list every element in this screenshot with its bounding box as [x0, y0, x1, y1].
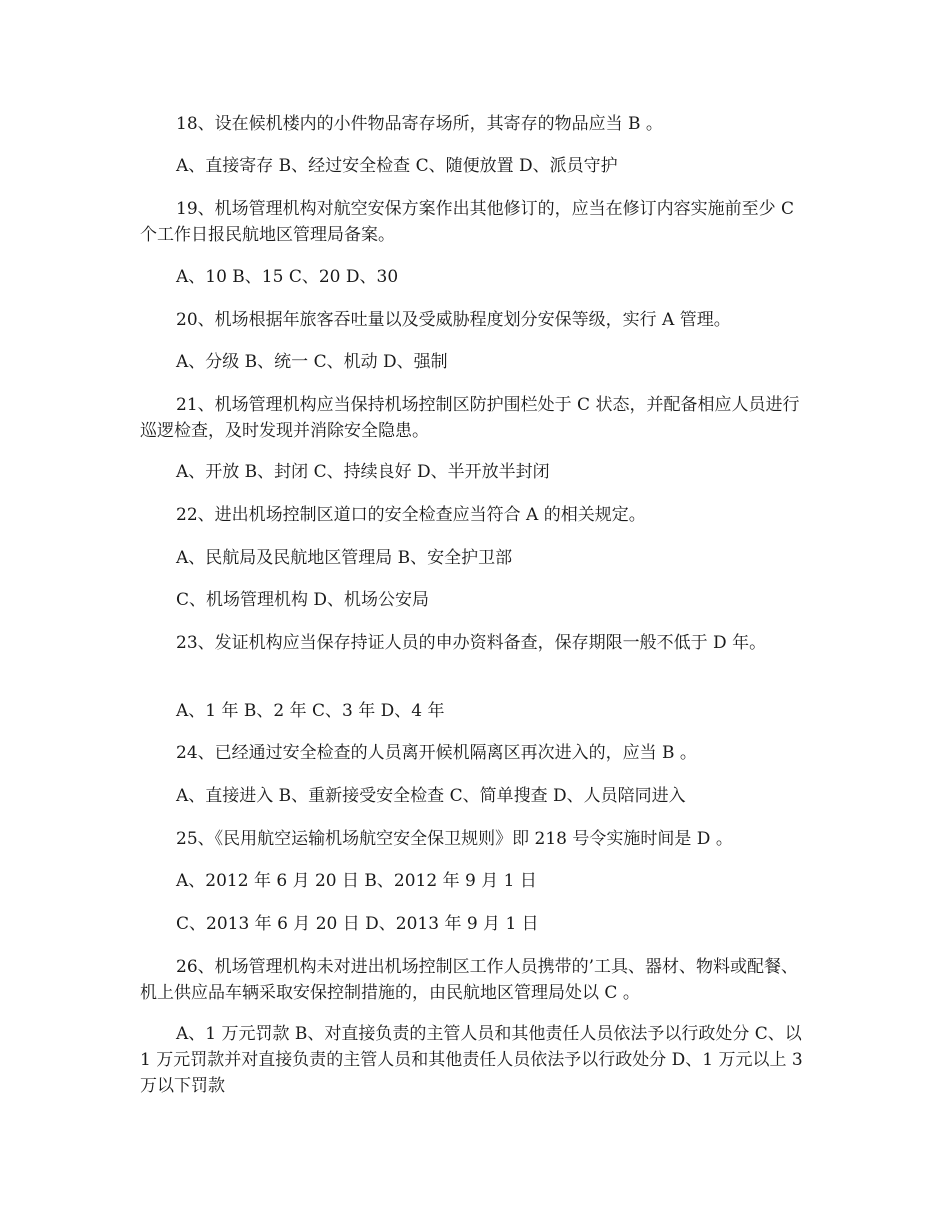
- question-26: 26、机场管理机构未对进出机场控制区工作人员携带的’工具、器材、物料或配餐、机上供应品车辆采取安保控制措施的，由民航地区管理局处以 C 。: [140, 957, 799, 1003]
- question-19: 19、机场管理机构对航空安保方案作出其他修订的，应当在修订内容实施前至少 C 个工作日报民航地区管理局备案。: [140, 199, 795, 245]
- options-18: A、直接寄存 B、经过安全检查 C、随便放置 D、派员守护: [176, 156, 618, 176]
- options-21: A、开放 B、封闭 C、持续良好 D、半开放半封闭: [176, 462, 550, 482]
- question-22: 22、进出机场控制区道口的安全检查应当符合 A 的相关规定。: [176, 505, 646, 525]
- options-24: A、直接进入 B、重新接受安全检查 C、简单搜查 D、人员陪同进入: [176, 786, 686, 806]
- question-20: 20、机场根据年旅客吞吐量以及受威胁程度划分安保等级，实行 A 管理。: [176, 310, 731, 330]
- question-25: 25、《民用航空运输机场航空安全保卫规则》即 218 号令实施时间是 D 。: [176, 829, 733, 849]
- options-23: A、1 年 B、2 年 C、3 年 D、4 年: [176, 701, 445, 721]
- options-22-line1: A、民航局及民航地区管理局 B、安全护卫部: [176, 548, 513, 568]
- options-20: A、分级 B、统一 C、机动 D、强制: [176, 352, 448, 372]
- question-24: 24、已经通过安全检查的人员离开候机隔离区再次进入的，应当 B 。: [176, 743, 697, 763]
- options-25-line2: C、2013 年 6 月 20 日 D、2013 年 9 月 1 日: [176, 914, 539, 934]
- question-23: 23、发证机构应当保存持证人员的申办资料备查，保存期限一般不低于 D 年。: [176, 633, 767, 653]
- options-26: A、1 万元罚款 B、对直接负责的主管人员和其他责任人员依法予以行政处分 C、以 1 万元罚款并对直接负责的主管人员和其他责任人员依法予以行政处分 D、1 万元以上 3 万以下罚款: [140, 1024, 803, 1096]
- options-19: A、10 B、15 C、20 D、30: [176, 267, 399, 287]
- options-25-line1: A、2012 年 6 月 20 日 B、2012 年 9 月 1 日: [176, 871, 537, 891]
- options-22-line2: C、机场管理机构 D、机场公安局: [176, 590, 430, 610]
- question-21: 21、机场管理机构应当保持机场控制区防护围栏处于 C 状态，并配备相应人员进行巡逻检查，及时发现并消除安全隐患。: [140, 395, 800, 441]
- question-18: 18、设在候机楼内的小件物品寄存场所，其寄存的物品应当 B 。: [176, 114, 663, 134]
